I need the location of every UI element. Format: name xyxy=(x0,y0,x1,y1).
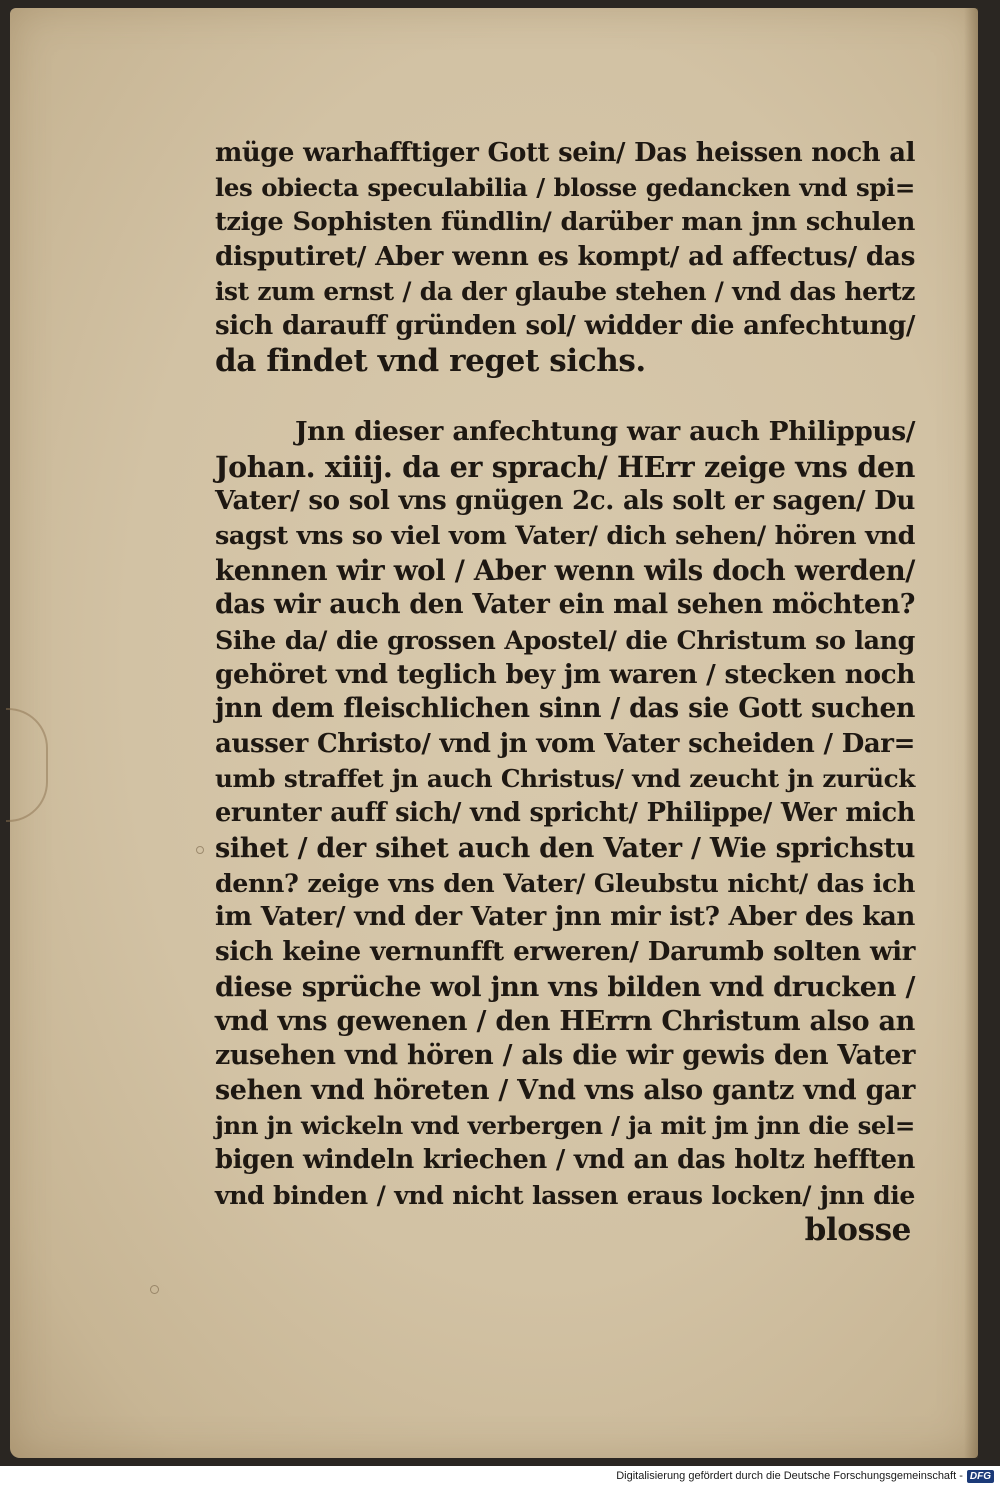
text-line: erunter auff sich/ vnd spricht/ Philippe/ Wer mich xyxy=(215,798,915,829)
text-line: umb straffet jn auch Christus/ vnd zeucht jn zurück xyxy=(215,763,915,793)
text-line: Jnn dieser anfechtung war auch Philippus/ xyxy=(295,415,915,447)
text-line: sihet / der sihet auch den Vater / Wie sprichstu xyxy=(215,832,915,865)
text-line: diese sprüche wol jnn vns bilden vnd drucken / xyxy=(215,970,915,1003)
text-line: Vater/ so sol vns gnügen 2c. als solt er sagen/ Du xyxy=(215,485,915,517)
text-line: im Vater/ vnd der Vater jnn mir ist? Aber des kan xyxy=(215,901,915,933)
book-page xyxy=(10,8,978,1458)
text-line: denn? zeige vns den Vater/ Gleubstu nicht/ das ich xyxy=(215,867,915,898)
paragraph-gap xyxy=(215,379,915,415)
text-line: müge warhafftiger Gott sein/ Das heissen noch al xyxy=(215,138,915,168)
text-line: disputiret/ Aber wenn es kompt/ ad affectus/ das xyxy=(215,241,915,273)
text-line: kennen wir wol / Aber wenn wils doch werden/ xyxy=(215,553,915,587)
paper-spot xyxy=(196,846,204,854)
text-line: sich keine vernunfft erweren/ Darumb solten wir xyxy=(215,936,915,968)
text-line: gehöret vnd teglich bey jm waren / stecken noch xyxy=(215,658,915,690)
text-line: sehen vnd höreten / Vnd vns also gantz vnd gar xyxy=(215,1074,915,1106)
paragraph-2 xyxy=(215,415,915,1213)
text-line: tzige Sophisten fündlin/ darüber man jnn schulen xyxy=(215,207,915,238)
dfg-logo: DFG xyxy=(967,1470,994,1483)
text-line: jnn jn wickeln vnd verbergen / ja mit jm jnn die sel= xyxy=(215,1110,915,1140)
text-line: sagst vns so viel vom Vater/ dich sehen/ hören vnd xyxy=(215,520,915,551)
clasp-imprint xyxy=(6,708,48,822)
digitization-footer xyxy=(0,1466,1000,1486)
text-line: Johan. xiiij. da er sprach/ HErr zeige vns den xyxy=(215,449,915,484)
page-edge-shadow xyxy=(964,8,978,1458)
text-line: vnd binden / vnd nicht lassen eraus locken/ jnn die xyxy=(215,1179,915,1210)
text-line: jnn dem fleischlichen sinn / das sie Gott suchen xyxy=(215,693,915,725)
text-line: bigen windeln kriechen / vnd an das holtz hefften xyxy=(215,1145,915,1176)
text-line: da findet vnd reget sichs. xyxy=(215,343,646,380)
text-line: zusehen vnd hören / als die wir gewis den Vater xyxy=(215,1040,915,1072)
text-line: Sihe da/ die grossen Apostel/ die Christum so lang xyxy=(215,624,915,655)
text-line: ausser Christo/ vnd jn vom Vater scheiden / Dar= xyxy=(215,729,915,759)
paper-spot xyxy=(150,1285,159,1294)
text-line: ist zum ernst / da der glaube stehen / vnd das hertz xyxy=(215,276,915,306)
paragraph-1 xyxy=(215,136,915,379)
text-line: sich darauff gründen sol/ widder die anfechtung/ xyxy=(215,311,915,342)
text-line: les obiecta speculabilia / blosse gedancken vnd spi= xyxy=(215,172,915,202)
footer-credit-text: Digitalisierung gefördert durch die Deutsche Forschungsgemeinschaft - xyxy=(616,1470,963,1482)
text-line: vnd vns gewenen / den HErrn Christum also an xyxy=(215,1005,915,1037)
text-line: das wir auch den Vater ein mal sehen möchten? xyxy=(215,589,915,621)
body-text xyxy=(215,136,915,1247)
catchword: blosse xyxy=(804,1211,911,1248)
